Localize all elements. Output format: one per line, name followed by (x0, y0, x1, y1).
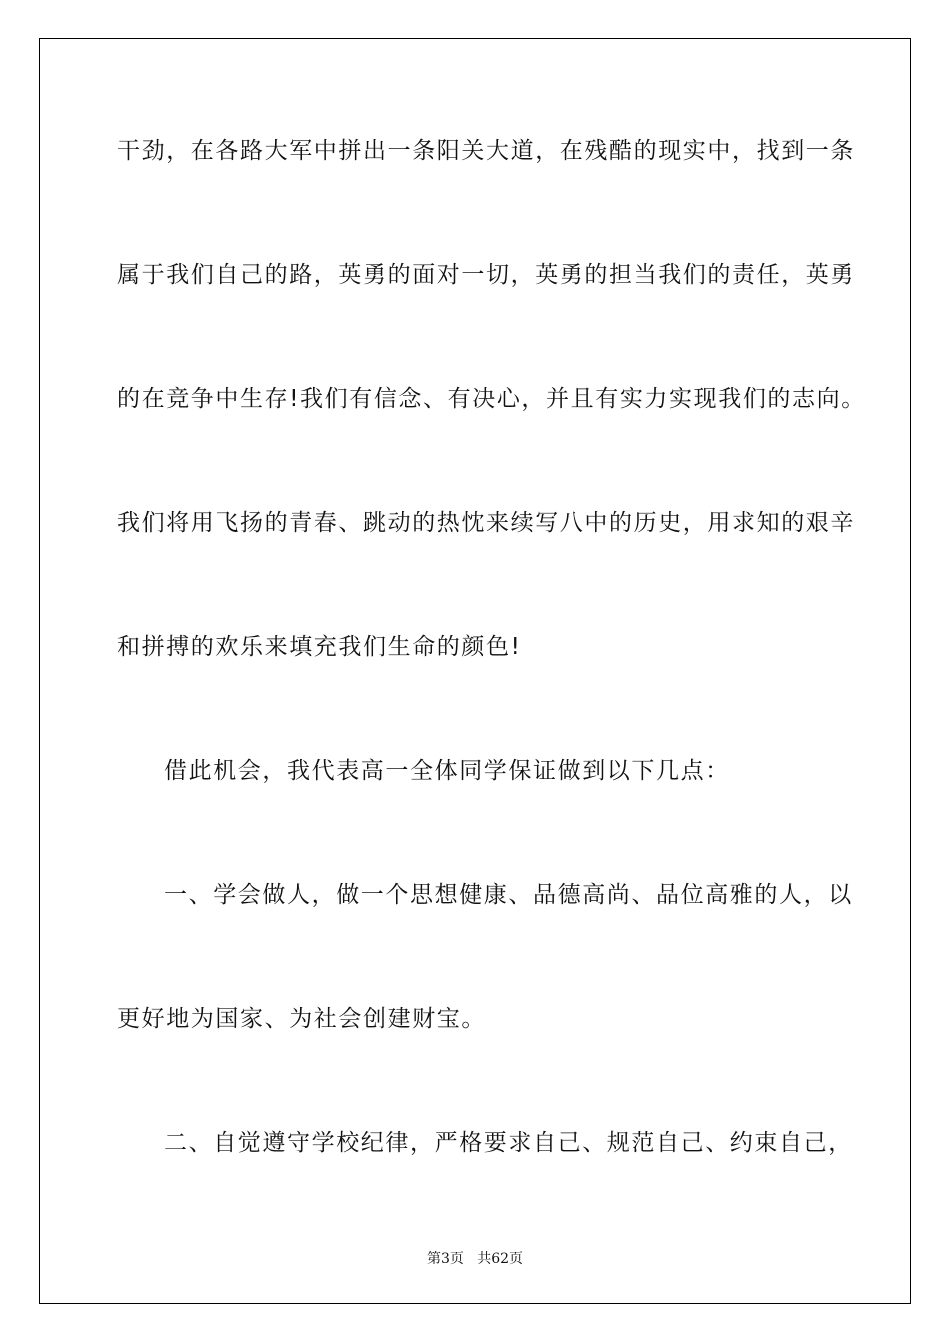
text-line-8: 更好地为国家、为社会创建财宝。 (117, 1006, 486, 1032)
text-line-1: 干劲，在各路大军中拼出一条阳关大道，在残酷的现实中，找到一条 (117, 138, 855, 164)
text-line-7: 一、学会做人，做一个思想健康、品德高尚、品位高雅的人，以 (164, 882, 853, 908)
text-line-4: 我们将用飞扬的青春、跳动的热忱来续写八中的历史，用求知的艰辛 (117, 510, 855, 536)
page-number-footer: 第3页 共62页 (426, 1251, 524, 1267)
text-line-9: 二、自觉遵守学校纪律，严格要求自己、规范自己、约束自己， (164, 1130, 853, 1156)
text-line-3: 的在竞争中生存!我们有信念、有决心，并且有实力实现我们的志向。 (117, 386, 866, 412)
page-border (39, 38, 911, 1304)
text-line-6: 借此机会，我代表高一全体同学保证做到以下几点： (164, 758, 730, 784)
text-line-5: 和拼搏的欢乐来填充我们生命的颜色! (117, 634, 522, 660)
text-line-2: 属于我们自己的路，英勇的面对一切，英勇的担当我们的责任，英勇 (117, 262, 855, 288)
